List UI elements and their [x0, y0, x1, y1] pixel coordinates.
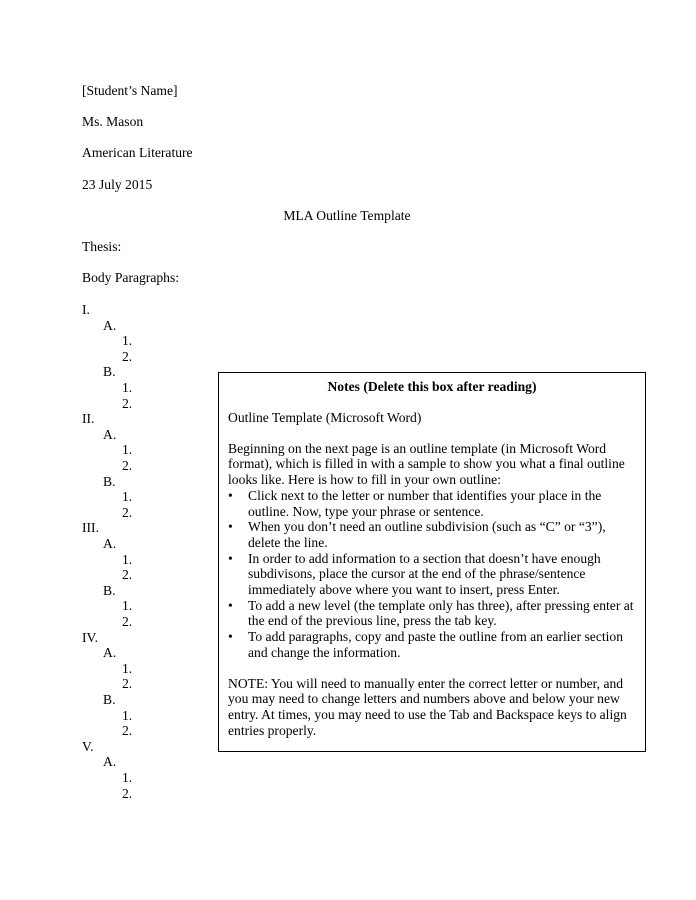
notes-bullet-line: delete the line.	[248, 534, 328, 550]
outline-subsection: B.	[103, 473, 116, 489]
notes-note-line: you may need to change letters and numbers above and below your new	[228, 691, 620, 707]
outline-item: 2.	[122, 723, 133, 739]
notes-bullet-item	[228, 488, 636, 519]
outline-item: 2.	[122, 395, 133, 411]
course-name: American Literature	[82, 145, 193, 160]
thesis-label: Thesis:	[82, 239, 122, 254]
outline-item: 2.	[122, 504, 133, 520]
notes-bullet-item	[228, 551, 636, 598]
outline-subsection: B.	[103, 692, 116, 707]
notes-subtitle: Outline Template (Microsoft Word)	[228, 410, 422, 425]
notes-intro	[228, 441, 636, 488]
teacher-name: Ms. Mason	[82, 114, 144, 129]
notes-bullet-item	[228, 519, 636, 550]
notes-note-line: entry. At times, you may need to use the Tab and Backspace keys to align	[228, 706, 627, 722]
notes-note-line: NOTE: You will need to manually enter the correct letter or number, and	[228, 675, 624, 691]
outline-subsection: A.	[103, 536, 117, 551]
notes-bullet-line: To add paragraphs, copy and paste the outline from an earlier section	[248, 629, 624, 645]
outline-item: 1.	[122, 551, 133, 567]
notes-bullet-item	[228, 598, 636, 629]
outline-item: 1.	[122, 489, 133, 505]
bullet-icon: •	[228, 519, 233, 535]
outline-item: 1.	[122, 770, 133, 785]
outline-item: 2.	[122, 785, 133, 801]
date: 23 July 2015	[82, 177, 153, 192]
bullet-icon: •	[228, 629, 233, 645]
notes-bullet-line: subdivisons, place the cursor at the end of the phrase/sentence	[248, 566, 586, 582]
outline-item: 1.	[122, 333, 133, 349]
outline-item: 2.	[122, 458, 133, 473]
notes-title: Notes (Delete this box after reading)	[327, 379, 537, 394]
outline-section-4: IV.	[82, 629, 98, 645]
notes-bullet-line: To add a new level (the template only has three), after pressing enter at	[248, 597, 634, 613]
notes-bullet-line: Click next to the letter or number that identifies your place in the	[248, 487, 602, 503]
notes-bullet-line: immediately above where you want to insert, press Enter.	[248, 582, 560, 598]
outline-item: 1.	[122, 598, 133, 614]
outline-subsection: A.	[103, 645, 117, 661]
page-title: MLA Outline Template	[283, 208, 411, 223]
outline-section-1: I.	[82, 302, 90, 317]
notes-intro-line: Beginning on the next page is an outline template (in Microsoft Word	[228, 440, 607, 456]
outline-subsection: B.	[103, 582, 116, 598]
notes-bullet-line: In order to add information to a section that doesn’t have enough	[248, 550, 601, 566]
bullet-icon: •	[228, 487, 233, 503]
outline-item: 1.	[122, 380, 133, 395]
outline-subsection: B.	[103, 364, 116, 380]
outline-section-5: V.	[82, 738, 94, 754]
outline-subsection: A.	[103, 317, 117, 333]
bullet-icon: •	[228, 597, 233, 613]
outline-item: 1.	[122, 442, 133, 458]
outline-subsection: A.	[103, 426, 117, 442]
notes-bullet-item	[228, 629, 636, 660]
outline-item: 1.	[122, 707, 133, 723]
notes-intro-line: format), which is filled in with a sample to show you what a final outline	[228, 456, 625, 472]
outline-section-2: II.	[82, 411, 95, 427]
outline-item: 2.	[122, 676, 133, 692]
notes-intro-line: looks like. Here is how to fill in your own outline:	[228, 472, 501, 488]
notes-bullet-line: and change the information.	[248, 644, 401, 660]
outline-item: 2.	[122, 614, 133, 629]
notes-bullet-line: the end of the previous line, press the tab key.	[248, 613, 497, 629]
notes-box	[218, 372, 646, 752]
notes-note-line: entries properly.	[228, 722, 317, 738]
body-paragraphs-label: Body Paragraphs:	[82, 270, 180, 285]
student-name: [Student’s Name]	[82, 83, 178, 98]
outline-subsection: A.	[103, 754, 117, 770]
notes-note	[228, 676, 636, 739]
outline-item: 2.	[122, 567, 133, 583]
outline-item: 2.	[122, 348, 133, 364]
outline-item: 1.	[122, 660, 133, 676]
notes-bullet-line: outline. Now, type your phrase or sentence.	[248, 503, 484, 519]
outline-section-3: III.	[82, 520, 99, 536]
notes-bullet-line: When you don’t need an outline subdivision (such as “C” or “3”),	[248, 519, 606, 535]
bullet-icon: •	[228, 550, 233, 566]
notes-bullet-list	[228, 488, 636, 661]
